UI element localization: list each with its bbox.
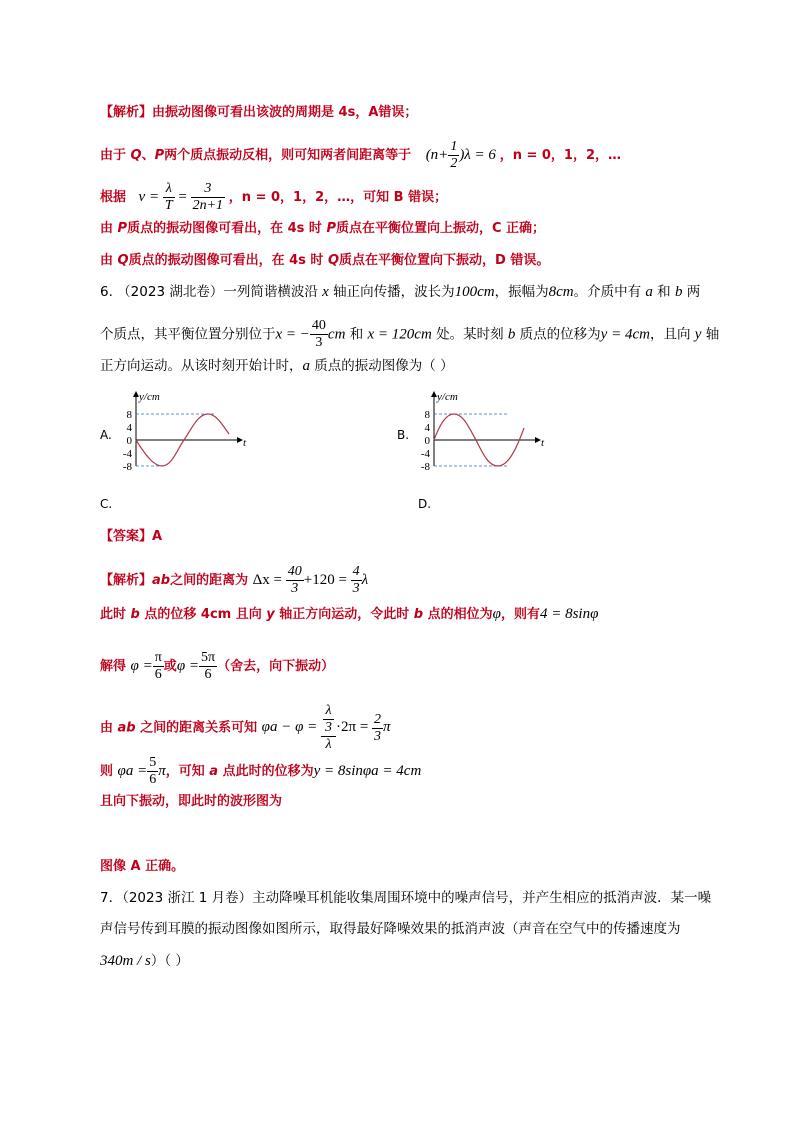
analysis-2-line-3: 解得 φ = $\frac{\pi}{6}$ 或φ = $\frac{5\pi}{6}$ （舍去，向下振动） <box>100 650 335 682</box>
tick-label: 4 <box>424 422 430 434</box>
option-c-label: C. <box>100 497 113 511</box>
tick-label: 8 <box>424 409 430 421</box>
t-axis-label: t <box>541 437 545 449</box>
analysis-1-line-2: 由于 Q、P两个质点振动反相，则可知两者间距离等于 (n+ $\frac{1}{2}$ )λ = 6 ，n = 0，1，2，… <box>100 139 622 171</box>
formula-distance: Δx = $\frac{40}{3}$ +120 = $\frac{4}{3}$ λ <box>252 564 369 596</box>
analysis-tag: 【解析】 <box>100 572 153 588</box>
question-7-line-2: 声信号传到耳膜的振动图像如图所示，取得最好降噪效果的抵消声波（声音在空气中的传播速度为 <box>100 921 681 937</box>
formula-half-wavelength: (n+ $\frac{1}{2}$ )λ = 6 <box>425 139 496 171</box>
formula-velocity: v = $\frac{\lambda}{T}$ = $\frac{3}{2n+1}$ <box>138 181 224 213</box>
tick-label: -4 <box>122 448 132 460</box>
tick-label: 8 <box>126 409 132 421</box>
analysis-2-line-6: 且向下振动，即此时的波形图为 <box>100 794 283 809</box>
option-a-graph <box>112 388 257 470</box>
y-axis-label: y/cm <box>139 391 160 403</box>
question-6-line-1: 6. （2023 湖北卷）一列简谐横波沿 x 轴正向传播，波长为100cm，振幅为8cm。介质中有 a 和 b 两 <box>100 284 701 300</box>
analysis-2-line-7: 图像 A 正确。 <box>100 859 185 874</box>
answer-tag: 【答案】 <box>100 529 153 544</box>
answer-line <box>100 527 162 547</box>
tick-label: -8 <box>420 461 430 470</box>
analysis-2-line-1: 【解析】ab之间的距离为 Δx = $\frac{40}{3}$ +120 = $\frac{4}{3}$ λ <box>100 564 369 596</box>
option-b-label: B. <box>397 428 410 442</box>
y-axis-label: y/cm <box>437 391 458 403</box>
question-6-line-3: 正方向运动。从该时刻开始计时，a 质点的振动图像为（ ） <box>100 358 454 374</box>
analysis-2-line-2: 此时 b 点的位移 4cm 且向 y 轴正方向运动，令此时 b 点的相位为φ，则有4 = 8sinφ <box>100 606 599 622</box>
analysis-1-line-1: 【解析】由振动图像可看出该波的周期是 4s，A错误； <box>100 105 418 120</box>
answer-value: A <box>152 529 163 544</box>
t-axis-label: t <box>243 437 247 449</box>
analysis-tag: 【解析】 <box>100 105 153 120</box>
option-b-graph <box>410 388 555 470</box>
analysis-1-line-4: 由 P质点的振动图像可看出，在 4s 时 P质点在平衡位置向上振动，C 正确； <box>100 221 546 236</box>
analysis-1-line-5: 由 Q质点的振动图像可看出，在 4s 时 Q质点在平衡位置向下振动，D 错误。 <box>100 253 550 268</box>
option-a-label: A. <box>100 428 112 442</box>
tick-label: -4 <box>420 448 430 460</box>
formula-phase-difference: φa − φ = $\frac{\frac{\lambda}{3}}{\lambda}$ ·2π = $\frac{2}{3}$ π <box>261 703 391 752</box>
analysis-2-line-5: 则 φa = $\frac{5}{6}$ π，可知 a 点此时的位移为y = 8sinφa = 4cm <box>100 755 422 787</box>
tick-label: 0 <box>126 435 132 447</box>
tick-label: 0 <box>424 435 430 447</box>
question-7-line-1: 7．（2023 浙江 1 月卷）主动降噪耳机能收集周围环境中的噪声信号，并产生相应的抵消声波．某一噪 <box>100 890 712 906</box>
question-7-line-3: 340m / s）（ ） <box>100 953 189 969</box>
tick-label: -8 <box>122 461 132 470</box>
analysis-1-line-3: 根据 v = $\frac{\lambda}{T}$ = $\frac{3}{2n+1}$ ，n = 0，1，2，…，可知 B 错误； <box>100 181 448 213</box>
option-d-label: D. <box>418 497 432 511</box>
question-6-line-2: 个质点，其平衡位置分别位于x = − $\frac{40}{3}$ cm 和 x = 120cm 处。某时刻 b 质点的位移为y = 4cm，且向 y 轴 <box>100 318 720 350</box>
analysis-2-line-4: 由 ab 之间的距离关系可知 φa − φ = $\frac{\frac{\lambda}{3}}{\lambda}$ ·2π = $\frac{2}{3}$ π <box>100 703 391 752</box>
tick-label: 4 <box>126 422 132 434</box>
